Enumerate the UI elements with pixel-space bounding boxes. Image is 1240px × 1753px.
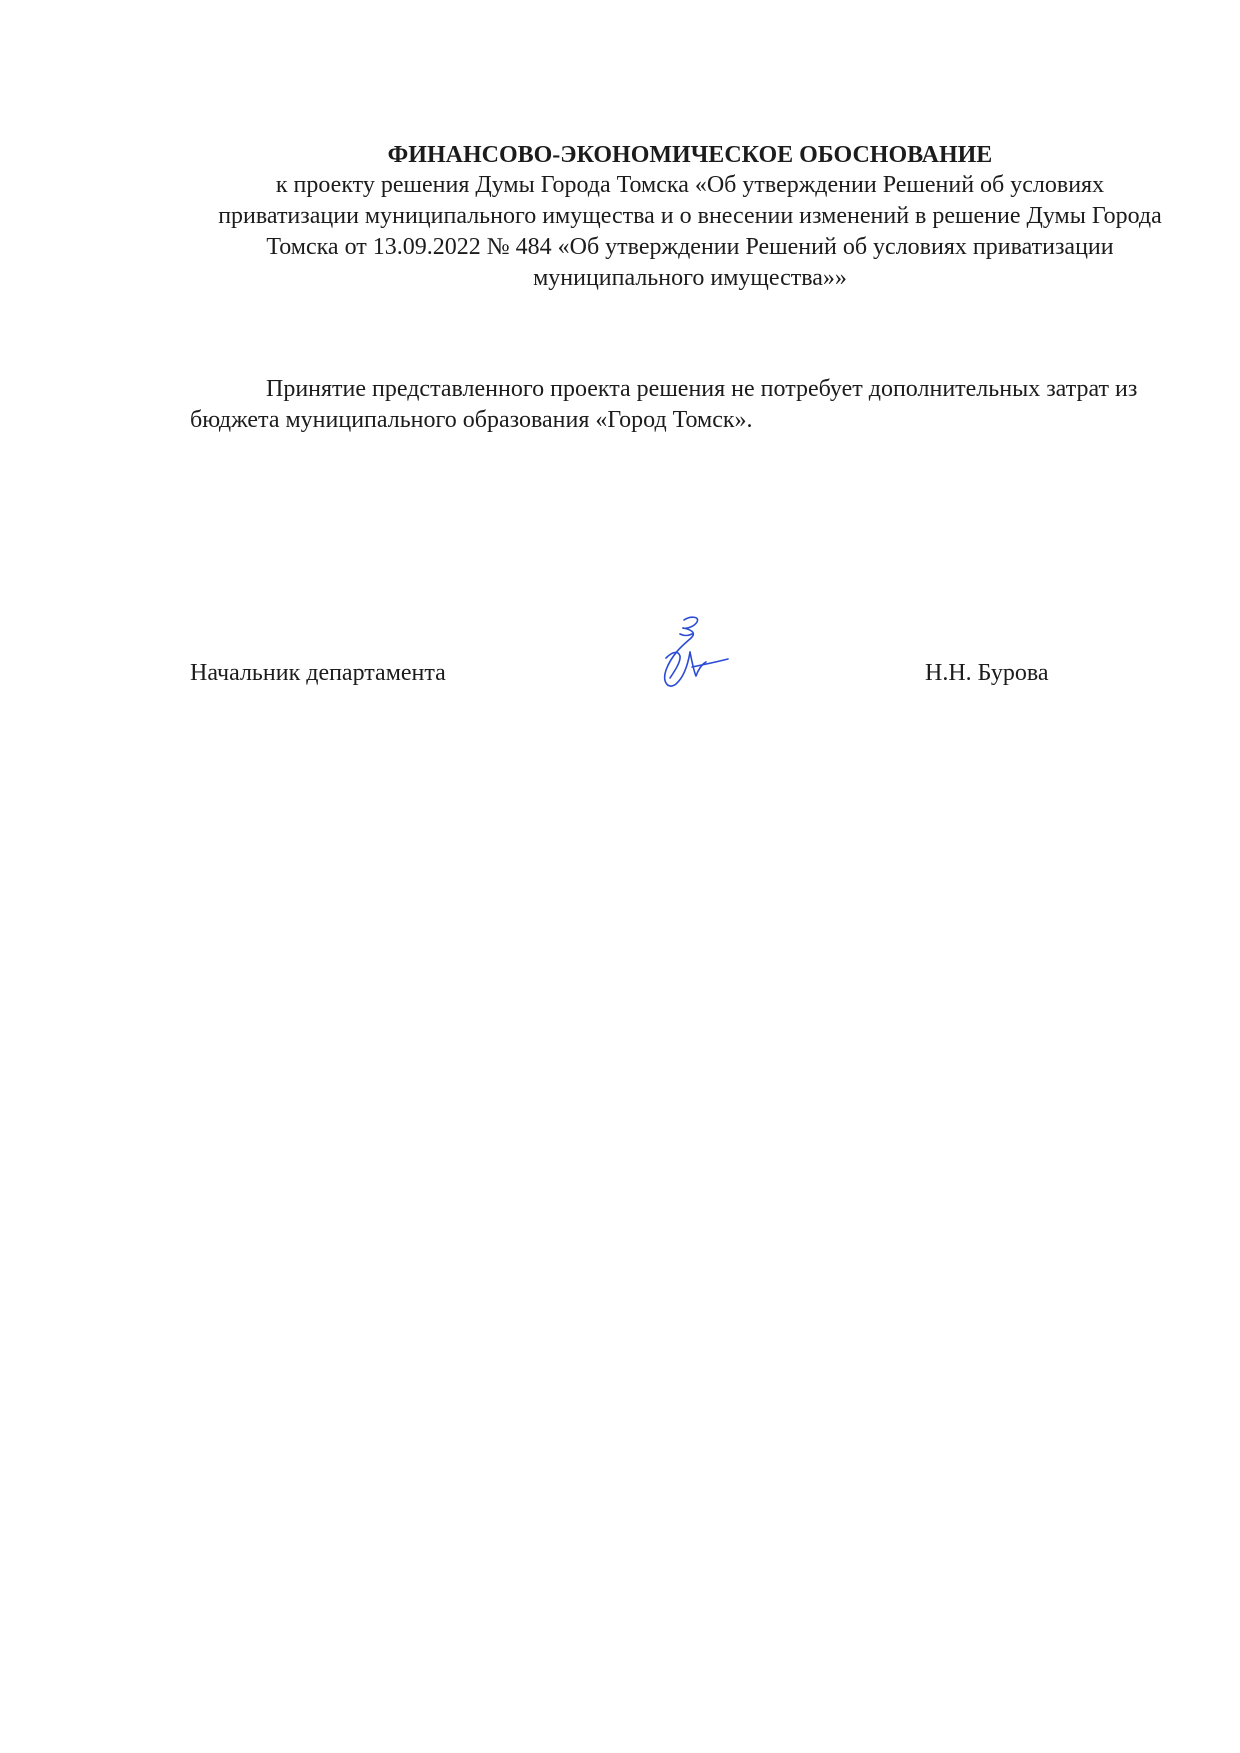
subtitle-line: Томска от 13.09.2022 № 484 «Об утверждении Решений об условиях приватизации [266,234,1114,260]
handwritten-signature-icon [650,612,740,697]
subtitle-line: приватизации муниципального имущества и о внесении изменений в решение Думы Города [218,203,1162,229]
document-subtitle [190,170,1190,294]
document-title: ФИНАНСОВО-ЭКОНОМИЧЕСКОЕ ОБОСНОВАНИЕ [387,142,993,168]
subtitle-line: муниципального имущества»» [533,265,847,291]
signatory-name: Н.Н. Бурова [925,660,1049,686]
subtitle-line: к проекту решения Думы Города Томска «Об утверждении Решений об условиях [275,172,1105,198]
signatory-position: Начальник департамента [190,660,446,686]
body-line: Принятие представленного проекта решения не потребует дополнительных затрат из [266,376,1138,402]
body-line: бюджета муниципального образования «Город Томск». [190,407,753,433]
body-paragraph [190,374,1190,436]
